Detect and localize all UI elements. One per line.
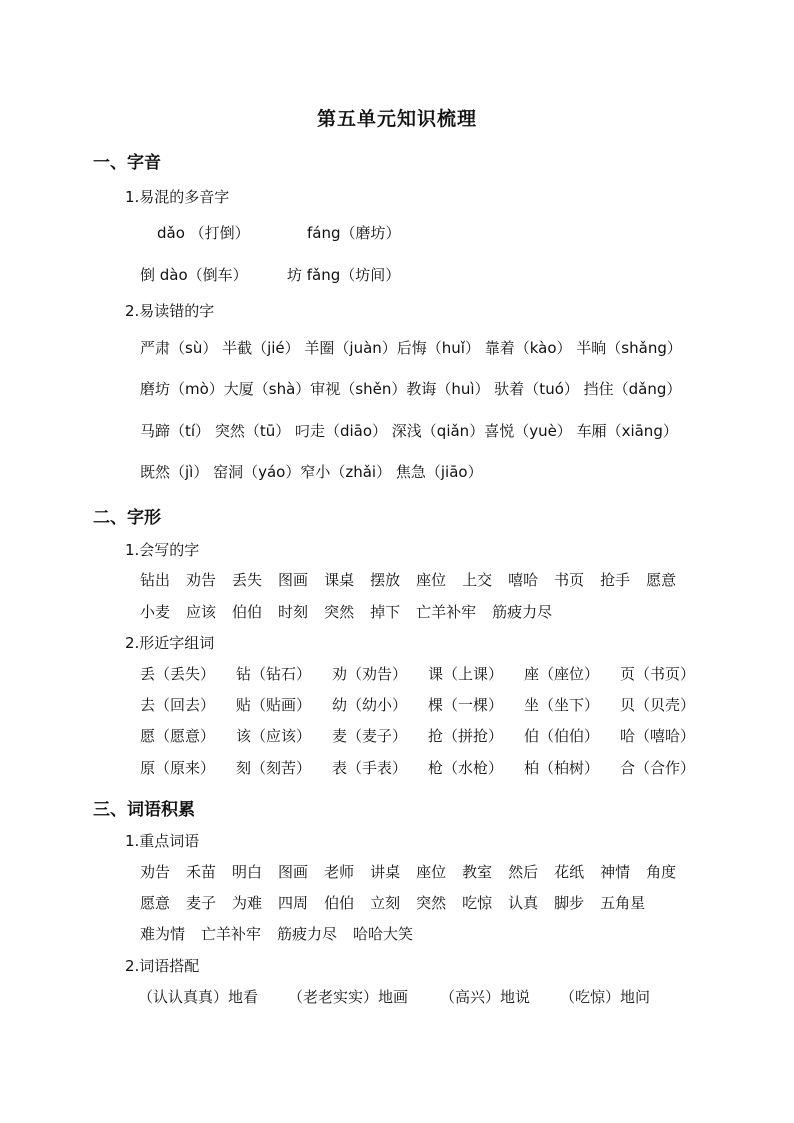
- subheading-similar-chars: 2.形近字组词: [125, 634, 215, 652]
- key-words-row-3: [140, 923, 429, 944]
- polyphonic-line-2a: 倒 dào（倒车）: [140, 266, 248, 284]
- word-item: 筋疲力尽: [492, 603, 553, 621]
- page-title: 第五单元知识梳理: [316, 108, 477, 130]
- section-heading-pronunciation: 一、字音: [93, 153, 161, 173]
- similar-char-item: 该（应该）: [236, 727, 312, 745]
- similar-char-item: 丢（丢失）: [140, 665, 216, 683]
- similar-char-item: 抢（拼抢）: [428, 727, 504, 745]
- word-item: 为难: [232, 894, 263, 912]
- similar-char-item: 棵（一棵）: [428, 696, 504, 714]
- similar-char-item: 枪（水枪）: [428, 759, 504, 777]
- misread-line: 既然（jì） 窑洞（yáo）窄小（zhǎi） 焦急（jiāo）: [140, 463, 483, 481]
- word-item: 亡羊补牢: [416, 603, 477, 621]
- word-item: 难为情: [140, 925, 186, 943]
- word-item: 老师: [324, 863, 355, 881]
- collocation-item: （吃惊）地问: [560, 988, 651, 1006]
- word-item: 筋疲力尽: [277, 925, 338, 943]
- word-item: 嘻哈: [508, 571, 539, 589]
- word-item: 四周: [278, 894, 309, 912]
- word-item: 愿意: [140, 894, 171, 912]
- word-item: 伯伯: [324, 894, 355, 912]
- word-item: 钻出: [140, 571, 171, 589]
- similar-char-item: 钻（钻石）: [236, 665, 312, 683]
- subheading-writable: 1.会写的字: [125, 541, 200, 559]
- word-item: 明白: [232, 863, 263, 881]
- word-item: 吃惊: [462, 894, 493, 912]
- word-item: 突然: [324, 603, 355, 621]
- word-item: 座位: [416, 571, 447, 589]
- polyphonic-line-2b: 坊 fǎng（坊间）: [287, 266, 401, 284]
- similar-char-item: 刻（刻苦）: [236, 759, 312, 777]
- word-item: 小麦: [140, 603, 171, 621]
- word-item: 上交: [462, 571, 493, 589]
- word-item: 角度: [646, 863, 677, 881]
- similar-char-item: 幼（幼小）: [332, 696, 408, 714]
- word-item: 神情: [600, 863, 631, 881]
- word-item: 讲桌: [370, 863, 401, 881]
- collocation-item: （高兴）地说: [440, 988, 531, 1006]
- word-item: 劝告: [140, 863, 171, 881]
- word-item: 亡羊补牢: [201, 925, 262, 943]
- polyphonic-line-1b: fáng（磨坊）: [307, 224, 401, 242]
- key-words-row-1: [140, 861, 692, 882]
- word-item: 丢失: [232, 571, 263, 589]
- similar-char-item: 座（座位）: [524, 665, 600, 683]
- similar-char-item: 麦（麦子）: [332, 727, 408, 745]
- section-heading-glyphs: 二、字形: [93, 508, 161, 528]
- word-item: 书页: [554, 571, 585, 589]
- word-item: 立刻: [370, 894, 401, 912]
- word-item: 五角星: [600, 894, 646, 912]
- subheading-key-words: 1.重点词语: [125, 832, 200, 850]
- writable-row-1: [140, 569, 692, 590]
- misread-line: 严肃（sù） 半截（jié） 羊圈（juàn）后悔（huǐ） 靠着（kào） 半晌（shǎng）: [140, 339, 682, 357]
- similar-char-item: 原（原来）: [140, 759, 216, 777]
- writable-row-2: [140, 601, 568, 622]
- subheading-polyphonic: 1.易混的多音字: [125, 188, 230, 206]
- word-item: 应该: [186, 603, 217, 621]
- word-item: 脚步: [554, 894, 585, 912]
- word-item: 图画: [278, 571, 309, 589]
- word-item: 花纸: [554, 863, 585, 881]
- subheading-collocations: 2.词语搭配: [125, 957, 200, 975]
- similar-char-item: 哈（嘻哈）: [620, 727, 696, 745]
- word-item: 教室: [462, 863, 493, 881]
- word-item: 掉下: [370, 603, 401, 621]
- word-item: 抢手: [600, 571, 631, 589]
- similar-char-item: 坐（坐下）: [524, 696, 600, 714]
- collocation-item: （老老实实）地画: [288, 988, 409, 1006]
- similar-char-item: 页（书页）: [620, 665, 696, 683]
- word-item: 座位: [416, 863, 447, 881]
- similar-char-item: 课（上课）: [428, 665, 504, 683]
- word-item: 哈哈大笑: [353, 925, 414, 943]
- word-item: 然后: [508, 863, 539, 881]
- collocation-item: （认认真真）地看: [138, 988, 259, 1006]
- word-item: 图画: [278, 863, 309, 881]
- similar-char-item: 愿（愿意）: [140, 727, 216, 745]
- word-item: 劝告: [186, 571, 217, 589]
- key-words-row-2: [140, 892, 661, 913]
- misread-line: 磨坊（mò）大厦（shà）审视（shěn）教诲（huì） 驮着（tuó） 挡住（dǎng）: [140, 380, 682, 398]
- similar-char-item: 劝（劝告）: [332, 665, 408, 683]
- section-heading-vocabulary: 三、词语积累: [93, 800, 195, 820]
- similar-char-item: 去（回去）: [140, 696, 216, 714]
- word-item: 愿意: [646, 571, 677, 589]
- word-item: 时刻: [278, 603, 309, 621]
- similar-char-item: 合（合作）: [620, 759, 696, 777]
- word-item: 突然: [416, 894, 447, 912]
- word-item: 课桌: [324, 571, 355, 589]
- word-item: 伯伯: [232, 603, 263, 621]
- word-item: 摆放: [370, 571, 401, 589]
- similar-char-item: 伯（伯伯）: [524, 727, 600, 745]
- similar-char-item: 柏（柏树）: [524, 759, 600, 777]
- similar-char-item: 贝（贝壳）: [620, 696, 696, 714]
- word-item: 认真: [508, 894, 539, 912]
- similar-char-item: 表（手表）: [332, 759, 408, 777]
- similar-char-item: 贴（贴画）: [236, 696, 312, 714]
- subheading-misread: 2.易读错的字: [125, 302, 215, 320]
- word-item: 麦子: [186, 894, 217, 912]
- word-item: 禾苗: [186, 863, 217, 881]
- misread-line: 马蹄（tí） 突然（tū） 叼走（diāo） 深浅（qiǎn）喜悦（yuè） 车厢（xiāng）: [140, 422, 678, 440]
- polyphonic-line-1a: dǎo （打倒）: [157, 224, 250, 242]
